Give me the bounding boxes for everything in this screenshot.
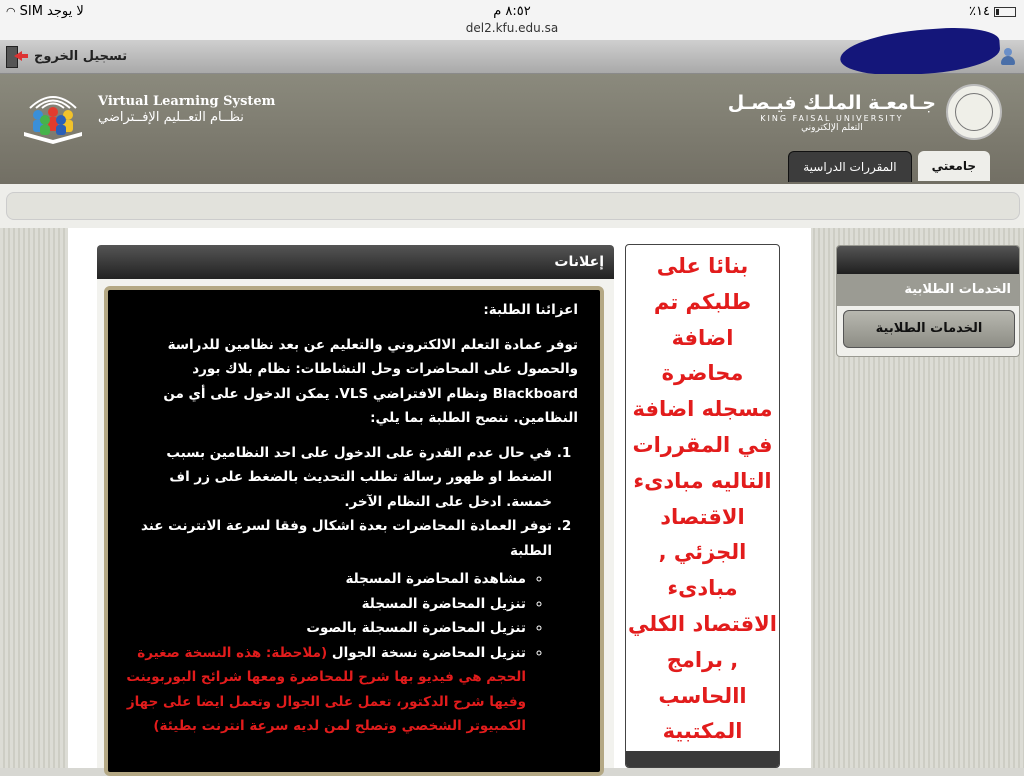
lecture-format-item: ◦ تنزيل المحاضرة المسجلة بالصوت [126, 616, 526, 641]
subnav-bar [6, 192, 1020, 220]
logout-icon [6, 45, 28, 67]
announcement-item [126, 514, 552, 739]
battery-icon [994, 7, 1016, 17]
site-header [0, 74, 1024, 184]
announcement-intro: توفر عمادة التعلم الالكتروني والتعليم عن بعد نظامين للدراسة والحصول على المحاضرات وحل النشاطات: نظام بلاك بورد Blackboard ونظام الافتراضي VLS. يمكن الدخول على أي من النظامين. ننصح الطلبة بما يلي: [163, 336, 578, 426]
lecture-notice-panel [625, 244, 780, 768]
student-services-panel [836, 245, 1020, 357]
vls-logo-icon[interactable] [22, 84, 84, 144]
carrier-label: لا يوجد SIM [19, 4, 84, 19]
lecture-format-item: ◦ مشاهدة المحاضرة المسجلة [126, 567, 526, 592]
logout-label: تسجيل الخروج [34, 48, 128, 64]
tab-my-university[interactable]: جامعتي [918, 151, 990, 181]
status-time: ٨:٥٢ م [493, 4, 531, 19]
announcement-list [126, 441, 578, 739]
services-panel-header [837, 246, 1019, 274]
logout-button[interactable] [6, 45, 127, 67]
student-services-button[interactable]: الخدمات الطلابية [843, 310, 1015, 348]
kfu-branding[interactable] [728, 84, 1002, 140]
battery-percentage: ٪١٤ [969, 4, 990, 19]
announcements-header: إعلانات [97, 245, 614, 279]
mobile-version-note: (ملاحظة: هذه النسخة صغيرة الحجم هي فيديو بها شرح للمحاضرة ومعها شرائح البوربوينت وفيها شرح الدكتور، تعمل على الجوال وتعمل ايضا على جهاز الكمبيوتر الشخصي وتصلح لمن لديه سرعة انترنت بطيئة) [126, 644, 526, 734]
lecture-format-list [126, 567, 552, 739]
main-tabs [788, 151, 990, 182]
announcement-item-text: توفر العمادة المحاضرات بعدة اشكال وفقا لسرعة الانترنت عند الطلبة [140, 518, 552, 559]
announcements-content [104, 286, 604, 776]
battery-indicator [969, 4, 1016, 19]
kfu-sub-ar: التعلم الإلكتروني [801, 122, 863, 133]
address-url[interactable]: del2.kfu.edu.sa [465, 21, 559, 35]
vls-title [98, 94, 275, 126]
vls-title-ar: نظــام التعــليم الإفــتراضي [98, 110, 244, 125]
announcement-greeting: اعزائنا الطلبة: [483, 302, 578, 318]
vls-title-en: Virtual Learning System [98, 94, 276, 109]
kfu-seal-icon [946, 84, 1002, 140]
kfu-name-en: KING FAISAL UNIVERSITY [760, 113, 904, 123]
lecture-format-item-text: تنزيل المحاضرة نسخة الجوال [331, 644, 526, 661]
wifi-icon: ◠ [6, 5, 16, 18]
subnav-area [0, 184, 1024, 228]
status-bar [0, 0, 1024, 40]
user-icon[interactable] [1000, 48, 1016, 66]
announcement-item: 1. في حال عدم القدرة على الدخول على احد النظامين بسبب الضغط او ظهور رسالة تطلب التحديث بالضغط على زر اف خمسة. ادخل على النظام الآخر. [126, 441, 552, 515]
lecture-notice-text: بنائا على طلبكم تم اضافة محاضرة مسجله اضافة في المقررات التاليه مبادىء الاقتصاد الجزئي , مبادىء الاقتصاد الكلي , برامج االحاسب المكتبية [628, 254, 777, 744]
kfu-name-ar: جـامعـة الملـك فيـصـل [727, 91, 936, 114]
services-title: الخدمات الطلابية [837, 274, 1019, 306]
tab-courses[interactable]: المقررات الدراسية [788, 151, 911, 182]
lecture-format-item [126, 641, 526, 739]
notice-footer-bar [626, 751, 779, 767]
lecture-format-item: ◦ تنزيل المحاضرة المسجلة [126, 592, 526, 617]
